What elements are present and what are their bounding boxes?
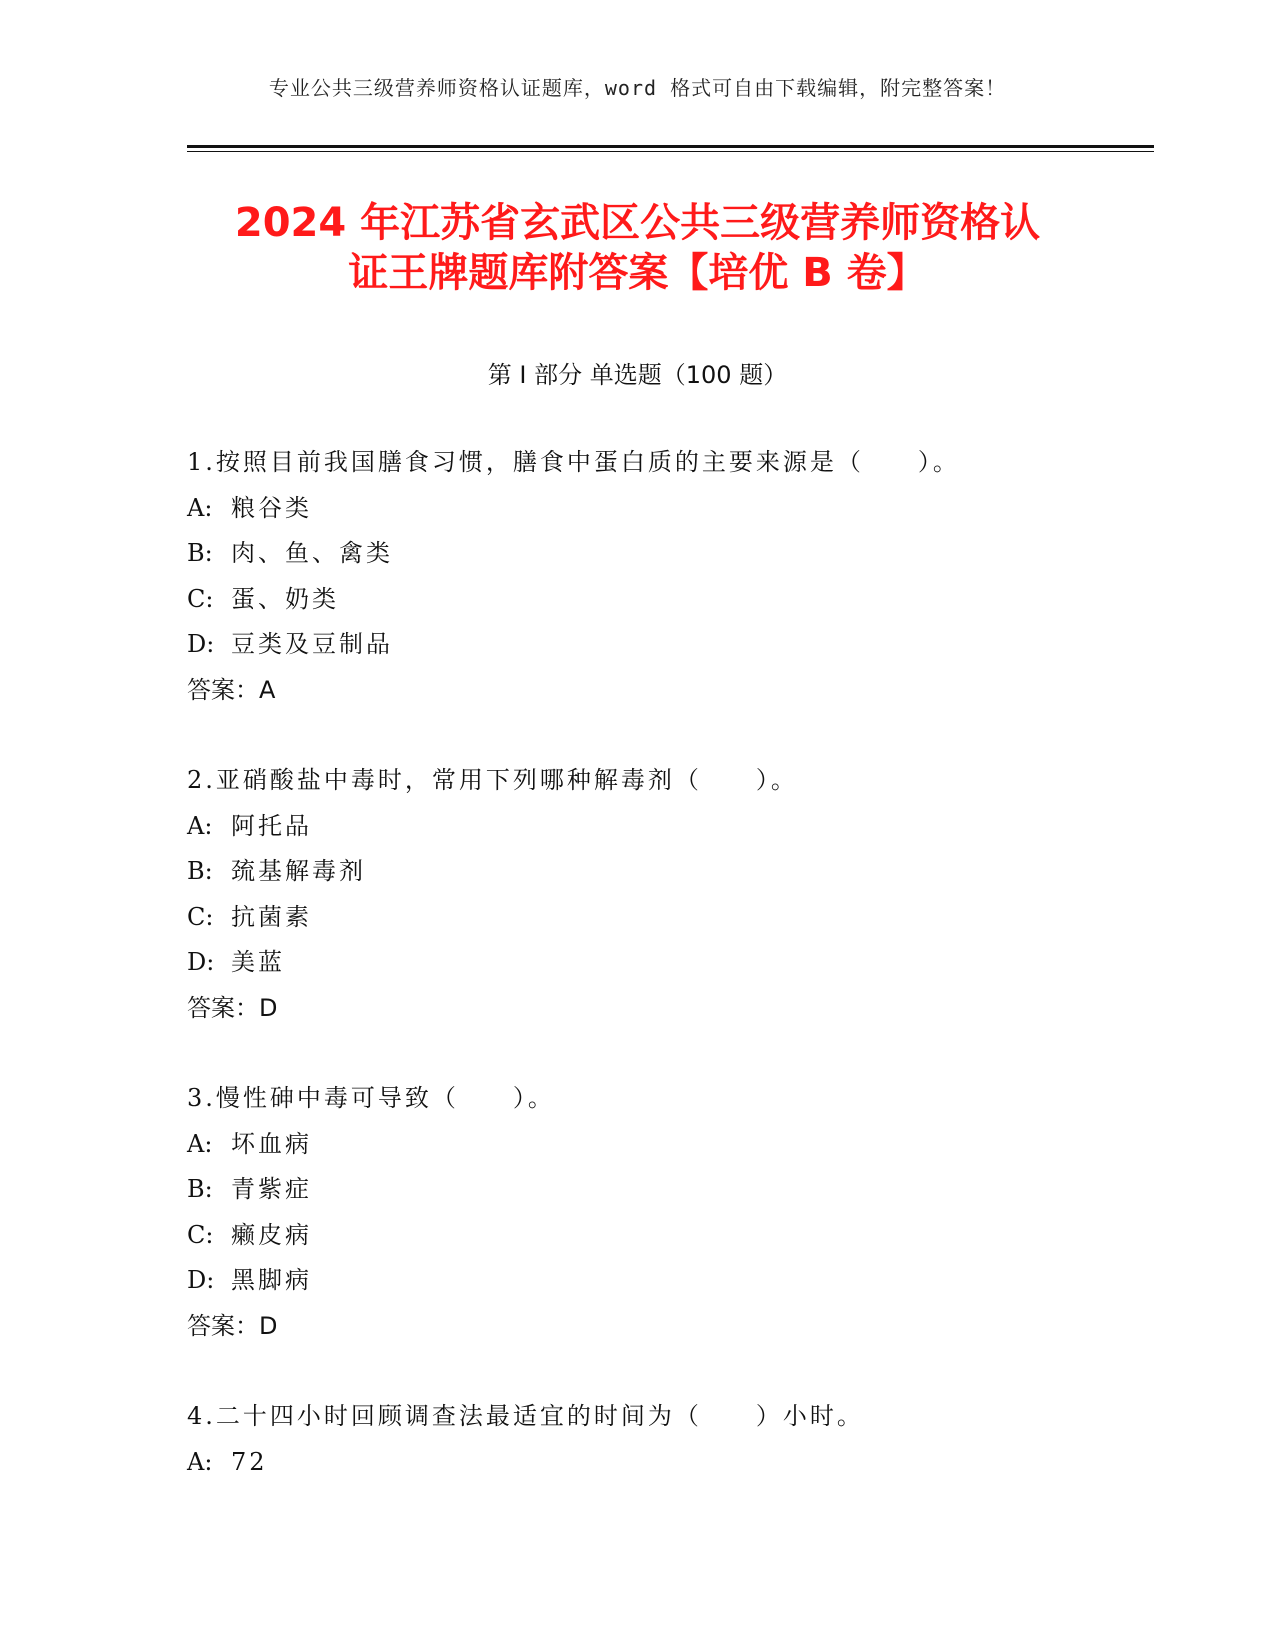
option-text: 肉、鱼、禽类 <box>231 539 393 567</box>
question-3 <box>187 1076 1137 1349</box>
document-title-line-1: 2024 年江苏省玄武区公共三级营养师资格认 <box>234 200 1041 246</box>
question-1 <box>187 440 1137 713</box>
option-text: 黑脚病 <box>231 1266 312 1294</box>
option-text: 豆类及豆制品 <box>231 630 393 658</box>
option-text: 青紫症 <box>231 1175 312 1203</box>
option-text: 巯基解毒剂 <box>231 857 366 885</box>
option-a <box>187 1122 1137 1168</box>
option-b <box>187 531 1137 577</box>
question-2 <box>187 758 1137 1031</box>
header-rule-thick <box>187 145 1154 148</box>
option-text: 蛋、奶类 <box>231 584 339 613</box>
option-letter: D: <box>187 948 215 976</box>
section-heading: 第 I 部分 单选题（100 题） <box>487 361 788 389</box>
question-list <box>187 440 1137 1530</box>
option-d <box>187 1258 1137 1304</box>
header-rule-thin <box>187 151 1154 152</box>
answer-line: 答案：A <box>187 675 276 704</box>
option-a <box>187 1440 1137 1486</box>
option-letter: C: <box>187 902 214 931</box>
option-letter: C: <box>187 1220 214 1249</box>
option-a <box>187 486 1137 532</box>
option-a <box>187 804 1137 850</box>
option-letter: D: <box>187 630 215 658</box>
option-b <box>187 849 1137 895</box>
option-text: 72 <box>231 1447 268 1476</box>
option-d <box>187 940 1137 986</box>
document-title <box>150 198 1125 298</box>
option-letter: A: <box>187 811 213 840</box>
option-letter: C: <box>187 584 214 613</box>
option-b <box>187 1167 1137 1213</box>
header-note: 专业公共三级营养师资格认证题库，word 格式可自由下载编辑，附完整答案！ <box>268 76 1007 100</box>
answer-line: 答案：D <box>187 1311 278 1340</box>
question-4 <box>187 1394 1137 1485</box>
document-title-line-2: 证王牌题库附答案【培优 B 卷】 <box>348 250 927 296</box>
option-text: 美蓝 <box>231 948 285 976</box>
question-stem: 3.慢性砷中毒可导致（ ）。 <box>187 1084 555 1112</box>
option-letter: A: <box>187 1129 213 1158</box>
option-c <box>187 577 1137 623</box>
option-text: 粮谷类 <box>231 493 312 522</box>
option-c <box>187 1213 1137 1259</box>
question-stem: 2.亚硝酸盐中毒时，常用下列哪种解毒剂（ ）。 <box>187 766 798 794</box>
option-d <box>187 622 1137 668</box>
question-stem: 1.按照目前我国膳食习惯，膳食中蛋白质的主要来源是（ ）。 <box>187 448 960 476</box>
option-text: 癞皮病 <box>231 1220 312 1249</box>
option-letter: B: <box>187 857 213 885</box>
option-letter: B: <box>187 1175 213 1203</box>
option-text: 坏血病 <box>231 1129 312 1158</box>
question-stem: 4.二十四小时回顾调查法最适宜的时间为（ ）小时。 <box>187 1402 864 1430</box>
option-letter: B: <box>187 539 213 567</box>
option-letter: A: <box>187 493 213 522</box>
option-letter: D: <box>187 1266 215 1294</box>
option-text: 抗菌素 <box>231 902 312 931</box>
option-letter: A: <box>187 1447 213 1476</box>
option-c <box>187 895 1137 941</box>
option-text: 阿托品 <box>231 811 312 840</box>
answer-line: 答案：D <box>187 993 278 1022</box>
